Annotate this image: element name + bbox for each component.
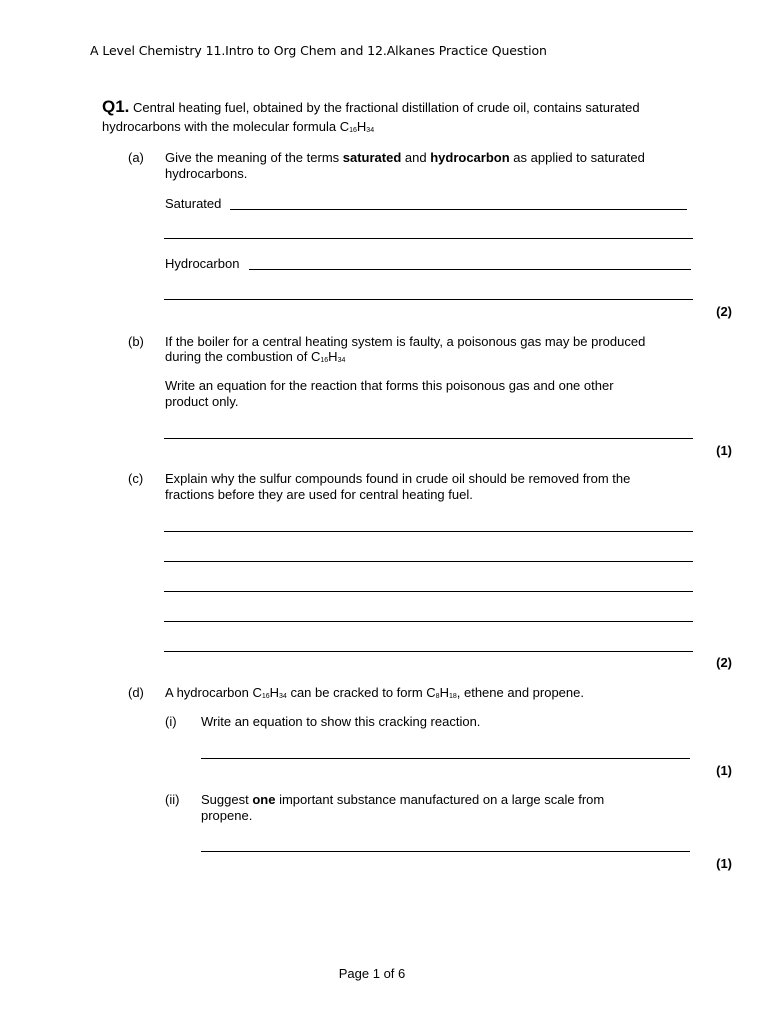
answer-line[interactable] [164,299,693,300]
subscript: 8 [435,693,440,700]
question-number: Q1. [102,97,130,116]
part-b-line-3: Write an equation for the reaction that forms this poisonous gas and one other [165,378,614,393]
answer-line[interactable] [164,531,693,532]
marks-part-a: (2) [716,304,732,319]
subscript: 34 [337,357,346,364]
intro-line-2-text: hydrocarbons with the molecular formula C [102,119,350,134]
subscript: 34 [279,693,287,700]
part-a-question-line-2: hydrocarbons. [165,166,248,181]
part-d-text-1: A hydrocarbon C [165,685,262,700]
part-a-question [165,150,725,166]
answer-line[interactable] [164,561,693,562]
formula-h: H [356,119,367,134]
part-d-i-label: (i) [165,714,177,729]
part-d-ii-line-2: propene. [201,808,253,823]
part-d-i-text: Write an equation to show this cracking reaction. [201,714,481,729]
answer-line[interactable] [164,621,693,622]
subscript: 34 [366,127,375,134]
hydrocarbon-label: Hydrocarbon [165,256,240,271]
answer-line[interactable] [201,851,690,852]
part-d-ii-label: (ii) [165,792,180,807]
part-d-label: (d) [128,685,144,700]
part-c-line-1: Explain why the sulfur compounds found in crude oil should be removed from the [165,471,631,486]
emphasis-one: one [252,792,276,807]
subscript: 16 [349,127,357,134]
marks-part-d-i: (1) [716,763,732,778]
part-d-ii-text [201,792,604,808]
term-saturated: saturated [342,150,402,165]
subscript: 16 [320,357,329,364]
answer-line[interactable] [164,238,693,239]
formula-h: H [328,349,338,364]
term-hydrocarbon: hydrocarbon [430,150,510,165]
formula-h: H [439,685,449,700]
part-d-text [165,685,584,705]
answer-line[interactable] [164,438,693,439]
intro-line-1: Central heating fuel, obtained by the fractional distillation of crude oil, contains saturated [133,100,640,115]
marks-part-b: (1) [716,443,732,458]
part-b-line-1: If the boiler for a central heating system is faulty, a poisonous gas may be produced [165,334,646,349]
answer-line-hydrocarbon[interactable] [249,269,691,270]
part-a-text-pre: Give the meaning of the terms [165,150,343,165]
document-header: A Level Chemistry 11.Intro to Org Chem and 12.Alkanes Practice Question [90,43,547,58]
part-d-ii-text-pre: Suggest [201,792,253,807]
answer-line-saturated[interactable] [230,209,687,210]
answer-line[interactable] [164,651,693,652]
formula-h: H [269,685,280,700]
part-d-text-2: can be cracked to form C [286,685,436,700]
part-b-line-2 [165,349,345,369]
question-1-intro-line-2 [102,119,374,139]
question-1-intro [102,99,722,116]
answer-line[interactable] [201,758,690,759]
marks-part-d-ii: (1) [716,856,732,871]
part-b-line-2-text: during the combustion of C [165,349,321,364]
saturated-label: Saturated [165,196,222,211]
part-b-label: (b) [128,334,144,349]
part-a-label: (a) [128,150,144,165]
subscript: 16 [261,693,270,700]
part-c-line-2: fractions before they are used for central heating fuel. [165,487,473,502]
part-a-text-post: as applied to saturated [509,150,645,165]
part-b-line-4: product only. [165,394,239,409]
page-number: Page 1 of 6 [338,966,406,981]
subscript: 18 [448,693,457,700]
part-c-label: (c) [128,471,144,486]
part-a-text-mid: and [401,150,431,165]
part-d-ii-text-post: important substance manufactured on a large scale from [275,792,605,807]
part-d-text-3: , ethene and propene. [456,685,584,700]
marks-part-c: (2) [716,655,732,670]
answer-line[interactable] [164,591,693,592]
